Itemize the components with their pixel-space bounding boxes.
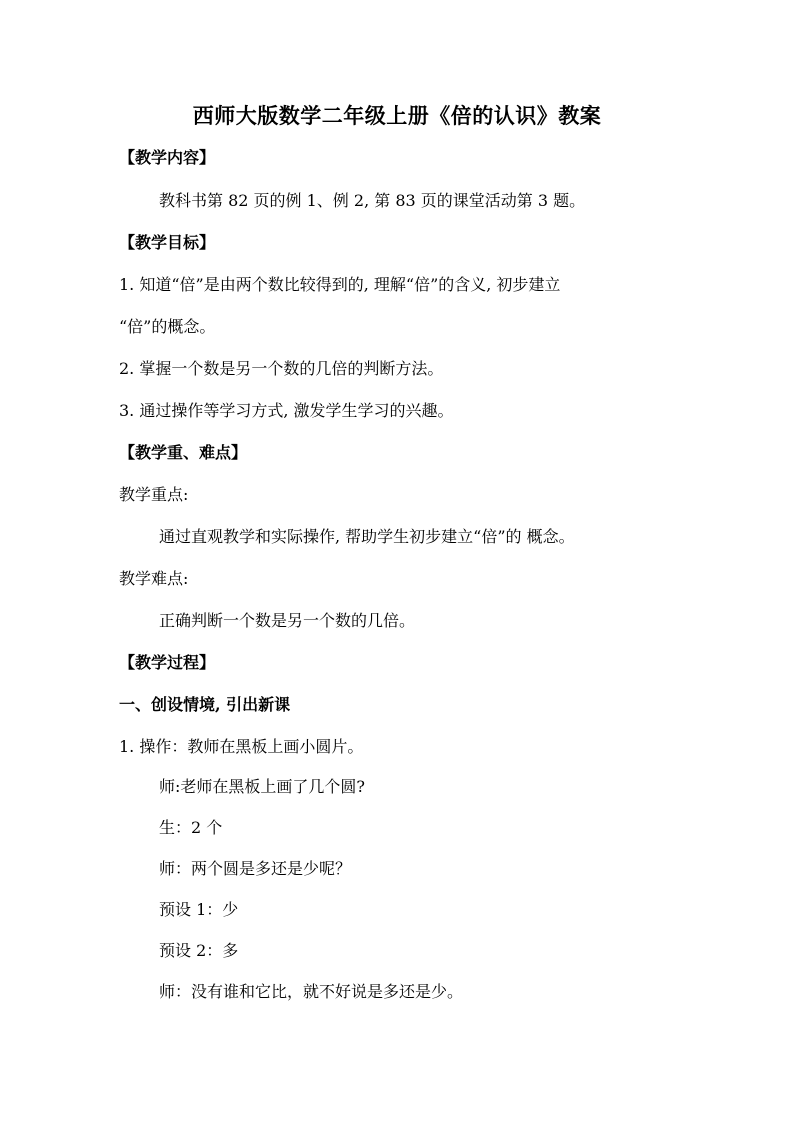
difficulty-label: 教学难点: xyxy=(119,569,189,588)
teaching-process-heading: 【教学过程】 xyxy=(119,653,216,672)
teaching-content-heading: 【教学内容】 xyxy=(119,148,216,167)
dialog-line: 师：两个圆是多还是少呢？ xyxy=(159,859,352,878)
difficulty-text: 正确判断一个数是另一个数的几倍。 xyxy=(159,611,416,630)
document-title: 西师大版数学二年级上册《倍的认识》教案 xyxy=(192,103,602,128)
key-point-text: 通过直观教学和实际操作, 帮助学生初步建立“倍”的 概念。 xyxy=(159,527,575,546)
dialog-line: 预设 2：多 xyxy=(159,941,239,960)
goal-1-line-1: 1. 知道“倍”是由两个数比较得到的, 理解“倍”的含义, 初步建立 xyxy=(119,275,561,294)
goal-1-line-2: “倍”的概念。 xyxy=(119,317,216,336)
goal-3: 3. 通过操作等学习方式, 激发学生学习的兴趣。 xyxy=(119,401,454,420)
teaching-content-text: 教科书第 82 页的例 1、例 2, 第 83 页的课堂活动第 3 题。 xyxy=(159,191,586,210)
part-1-heading: 一、创设情境, 引出新课 xyxy=(119,695,291,714)
teaching-goals-heading: 【教学目标】 xyxy=(119,233,216,252)
key-point-label: 教学重点: xyxy=(119,485,189,504)
dialog-line: 生：2 个 xyxy=(159,818,223,837)
step-1: 1. 操作：教师在黑板上画小圆片。 xyxy=(119,737,364,756)
dialog-line: 预设 1：少 xyxy=(159,900,239,919)
key-difficulty-heading: 【教学重、难点】 xyxy=(119,443,248,462)
dialog-line: 师:老师在黑板上画了几个圆? xyxy=(159,777,365,796)
goal-2: 2. 掌握一个数是另一个数的几倍的判断方法。 xyxy=(119,359,444,378)
dialog-line: 师：没有谁和它比，就不好说是多还是少。 xyxy=(159,982,464,1001)
